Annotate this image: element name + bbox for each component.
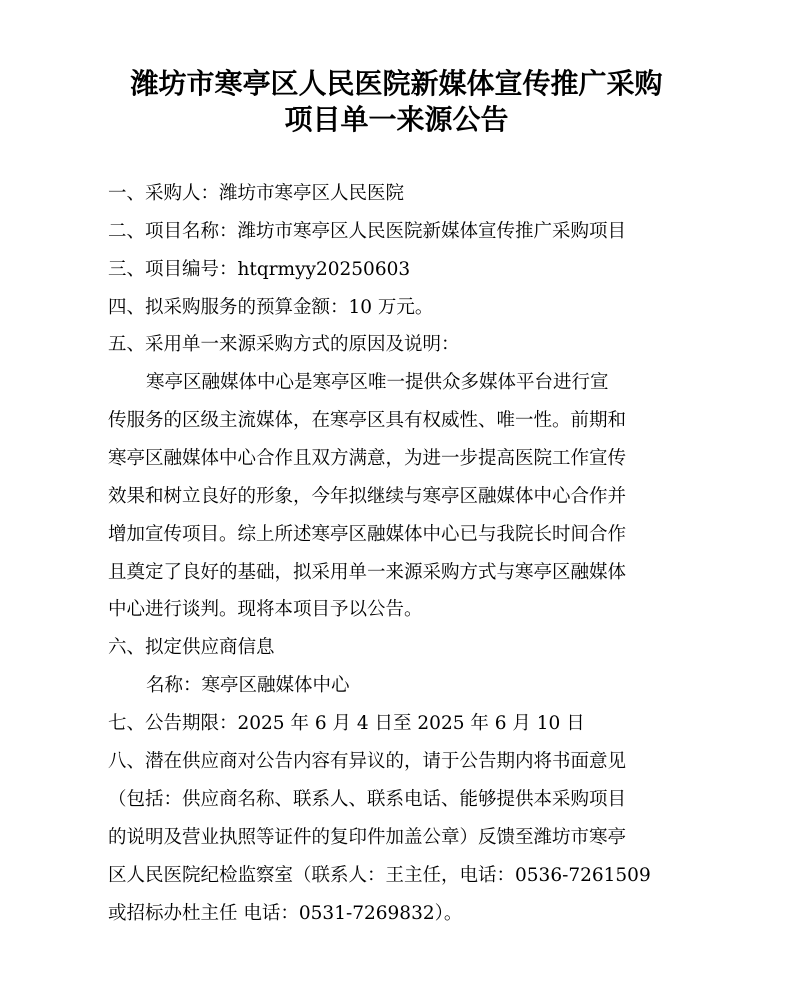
- reason-paragraph-line: 中心进行谈判。现将本项目予以公告。: [108, 599, 423, 620]
- reason-paragraph-line: 且奠定了良好的基础，拟采用单一来源采购方式与寒亭区融媒体: [108, 562, 627, 583]
- project-name-line: 二、项目名称：潍坊市寒亭区人民医院新媒体宣传推广采购项目: [108, 221, 627, 242]
- reason-heading: 五、采用单一来源采购方式的原因及说明：: [108, 334, 460, 355]
- objection-paragraph-line: 八、潜在供应商对公告内容有异议的，请于公告期内将书面意见: [108, 751, 627, 772]
- objection-paragraph-line: （包括：供应商名称、联系人、联系电话、能够提供本采购项目: [108, 789, 627, 810]
- reason-paragraph-line: 寒亭区融媒体中心合作且双方满意，为进一步提高医院工作宣传: [108, 448, 627, 469]
- project-number-line: 三、项目编号：htqrmyy20250603: [108, 259, 411, 280]
- supplier-name-line: 名称：寒亭区融媒体中心: [146, 675, 350, 696]
- purchaser-line: 一、采购人：潍坊市寒亭区人民医院: [108, 183, 405, 204]
- notice-period-line: 七、公告期限：2025 年 6 月 4 日至 2025 年 6 月 10 日: [108, 713, 585, 734]
- document-title-line-1: 潍坊市寒亭区人民医院新媒体宣传推广采购: [130, 67, 663, 100]
- objection-paragraph-line: 或招标办杜主任 电话：0531-7269832）。: [108, 903, 463, 924]
- objection-paragraph-line: 区人民医院纪检监察室（联系人：王主任，电话：0536-7261509: [108, 865, 651, 886]
- budget-line: 四、拟采购服务的预算金额：10 万元。: [108, 297, 434, 318]
- objection-paragraph-line: 的说明及营业执照等证件的复印件加盖公章）反馈至潍坊市寒亭: [108, 827, 627, 848]
- document-title-line-2: 项目单一来源公告: [284, 103, 509, 136]
- reason-paragraph-line: 寒亭区融媒体中心是寒亭区唯一提供众多媒体平台进行宣: [146, 372, 609, 393]
- supplier-heading: 六、拟定供应商信息: [108, 637, 275, 658]
- reason-paragraph-line: 传服务的区级主流媒体，在寒亭区具有权威性、唯一性。前期和: [108, 410, 627, 431]
- reason-paragraph-line: 增加宣传项目。综上所述寒亭区融媒体中心已与我院长时间合作: [108, 524, 627, 545]
- reason-paragraph-line: 效果和树立良好的形象，今年拟继续与寒亭区融媒体中心合作并: [108, 486, 627, 507]
